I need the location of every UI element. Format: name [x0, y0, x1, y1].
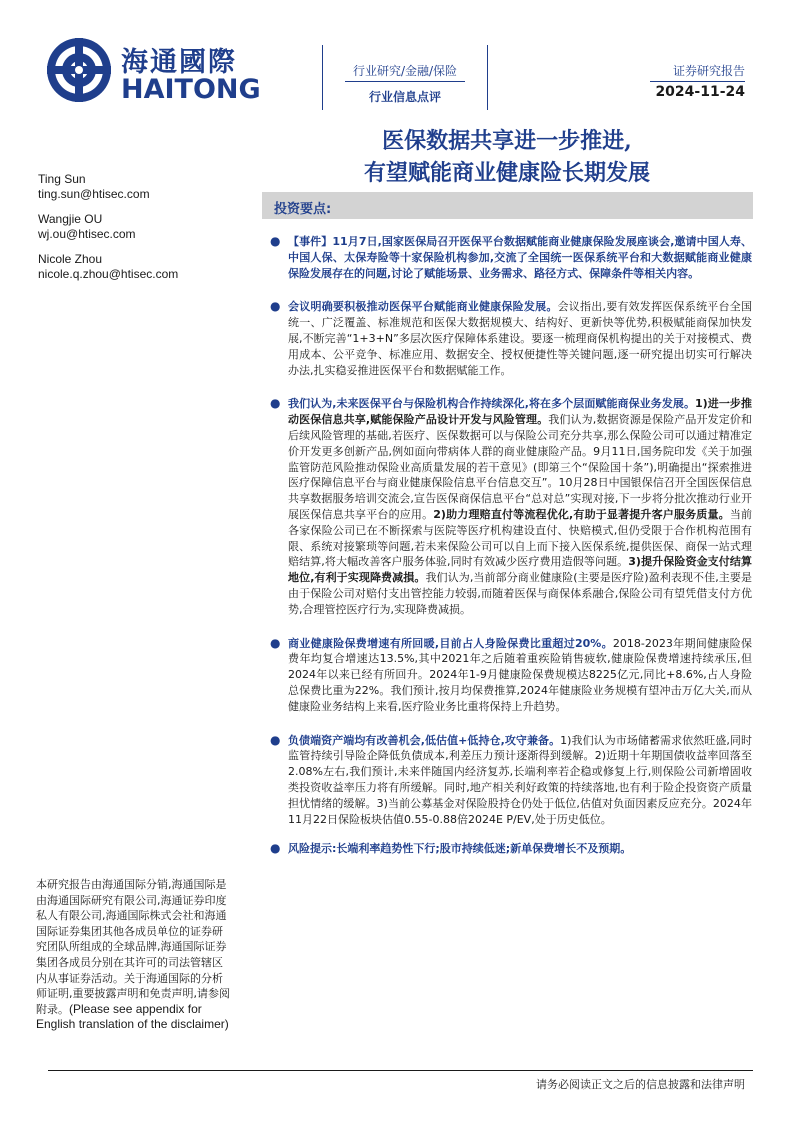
key-point-outlook — [270, 396, 752, 617]
author — [38, 172, 238, 202]
haitong-logo — [45, 36, 280, 106]
author-name: Wangjie OU — [38, 212, 103, 226]
footer-divider — [48, 1070, 753, 1071]
key-point-event — [270, 234, 752, 281]
report-type: 证券研究报告 — [672, 64, 745, 78]
author-email[interactable]: wj.ou@htisec.com — [38, 227, 136, 241]
report-date: 2024-11-24 — [655, 84, 745, 100]
event-text: 【事件】11月7日,国家医保局召开医保平台数据赋能商业健康保险发展座谈会,邀请中国人寿、中国人保、太保寿险等十家保险机构参加,交流了全国统一医保系统平台和大数据赋能商业健康保险发展存在的问题,讨论了赋能场景、业务需求、路径方式、保障条件等相关内容。 — [288, 235, 752, 280]
key-point-valuation — [270, 733, 752, 828]
outlook-point-3-title: 3)提升保险资金支付结算地位,有利于实现降费减損。 — [288, 555, 752, 585]
haitong-logo-icon — [45, 36, 113, 104]
author-name: Ting Sun — [38, 172, 86, 186]
category-underline — [345, 81, 465, 82]
key-points-list — [270, 234, 752, 857]
key-points-bar — [262, 192, 753, 219]
risk-warning: 风险提示:长端利率趋势性下行;股市持续低迷;新单保费增长不及预期。 — [288, 842, 632, 856]
meeting-text: 会议指出,要有效发挥医保系统平台全国统一、广泛覆盖、标准规范和医保大数据规模大、结构好、更新快等优势,积极赋能商保加快发展,不断完善“1+3+N”多层次医疗保障体系建设。要逐一梳理商保机构提出的关于对接模式、费用成本、公平竞争、标准应用、数据安全、授权便捷性等关键问题,逐一研究提出切实可行解决办法,扎实稳妥推进医保平台和数据赋能工作。 — [288, 300, 752, 377]
bullet-icon: ● — [270, 635, 281, 650]
logo-chinese-text: 海通國際 — [121, 47, 237, 78]
outlook-highlight: 我们认为,未来医保平台与保险机构合作持续深化,将在多个层面赋能商保业务发展。 — [288, 397, 696, 411]
disclaimer — [36, 877, 231, 1033]
report-title-line-1: 医保数据共享进一步推进, — [382, 128, 632, 154]
logo-english-text: HAITONG — [121, 74, 261, 105]
report-title-line-2: 有望赋能商业健康险长期发展 — [363, 160, 650, 186]
date-overline — [650, 81, 745, 82]
disclaimer-chinese: 本研究报告由海通国际分销,海通国际是由海通国际研究有限公司,海通证券印度私人有限公司,海通国际株式会社和海通国际证券集团其他各成员单位的证券研究团队所组成的全球品牌,海通国际证券集团各成员分别在其许可的司法管辖区内从事证券活动。关于海通国际的分析师证明,重要披露声明和免责声明,请参阅附录。 — [36, 878, 230, 1016]
key-point-meeting — [270, 299, 752, 378]
meeting-highlight: 会议明确要积极推动医保平台赋能商业健康保险发展。 — [288, 300, 558, 314]
report-subcategory: 行业信息点评 — [368, 90, 441, 104]
bullet-icon: ● — [270, 732, 281, 747]
author-list — [38, 172, 238, 292]
outlook-point-1-title: 1)进一步推动医保信息共享,赋能保险产品设计开发与风险管理。 — [288, 397, 752, 427]
outlook-point-1-text: 我们认为,数据资源是保险产品开发定价和后续风险管理的基础,若医疗、医保数据可以与保险公司充分共享,那么保险公司可以通过精准定价开发更多创新产品,例如面向带病体人群的商业健康险产品。9月11日,国务院印发《关于加强监管防范风险推动保险业高质量发展的若干意见》(即第三个“保险国十条”),明确提出“探索推进医疗保障信息平台与商业健康保险信息平台信息交互”。10月28日中国银保信召开全国医保信息共享数据服务培训交流会,宣告医保商保信息平台“总对总”实现对接,下一步将分批次推动行业开展医保信息共享平台的应用。 — [288, 413, 752, 521]
author-email[interactable]: nicole.q.zhou@htisec.com — [38, 267, 179, 281]
valuation-text: 1)我们认为市场储蓄需求依然旺盛,同时监管持续引导险企降低负债成本,利差压力预计逐渐得到缓解。2)近期十年期国债收益率回落至2.08%左右,我们预计,未来伴随国内经济复苏,长端利率若企稳或修复上行,则保险公司新增固收类投资收益率压力将有所缓解。同时,地产相关利好政策的持续落地,也有利于险企投资资产质量担忧情绪的缓解。3)当前公募基金对保险股持仓仍处于低位,估值对负面因素反应充分。2024年11月22日保险板块估值0.55-0.88倍2024E P/EV,处于历史低位。 — [288, 733, 752, 826]
outlook-point-3-text: 我们认为,当前部分商业健康险(主要是医疗险)盈利表现不佳,主要是由于保险公司对赔付支出管控能力较弱,而随着医保与商保体系融合,保险公司有望凭借支付方优势,合理管控医疗行为,实现降费减损。 — [288, 571, 752, 616]
premium-highlight: 商业健康险保费增速有所回暖,目前占人身险保费比重超过20%。 — [288, 636, 613, 650]
key-point-premium — [270, 636, 752, 715]
bullet-icon: ● — [270, 234, 281, 248]
header-divider-left — [322, 45, 323, 110]
author-email[interactable]: ting.sun@htisec.com — [38, 187, 150, 201]
premium-text: 2018-2023年期间健康险保费年均复合增速达13.5%,其中2021年之后随着重疾险销售疲软,健康险保费增速持续承压,但2024年以来已经有所回升。2024年1-9月健康险保费规模达8225亿元,同比+8.6%,占人身险总保费比重为22%。我们预计,按月均保费推算,2024年健康险业务规模有望冲击万亿大关,而从健康险业务结构上来看,医疗险业务比重将保持上升趋势。 — [288, 636, 752, 713]
outlook-point-2-text: 当前各家保险公司已在不断探索与医院等医疗机构建设直付、快赔模式,但仍受限于合作机构范围有限、系统对接繁琐等问题,若未来保险公司可以自上而下接入医保系统,提供医保、商保一站式理赔结算,将大幅改善客户服务体验,同时有效减少医疗费用造假等问题。 — [288, 507, 753, 569]
footer-notice: 请务必阅读正文之后的信息披露和法律声明 — [536, 1078, 745, 1091]
report-category: 行业研究/金融/保险 — [352, 64, 458, 78]
header-divider-right — [487, 45, 488, 110]
valuation-highlight: 负债端资产端均有改善机会,低估值+低持仓,攻守兼备。 — [288, 733, 561, 747]
outlook-point-2-title: 2)助力理赔直付等流程优化,有助于显著提升客户服务质量。 — [433, 507, 730, 521]
bullet-icon: ● — [270, 396, 281, 411]
bullet-icon: ● — [270, 841, 281, 856]
author — [38, 252, 238, 282]
key-point-risk — [270, 841, 752, 857]
bullet-icon: ● — [270, 299, 281, 314]
author-name: Nicole Zhou — [38, 252, 103, 266]
disclaimer-english: (Please see appendix for English translation of the disclaimer) — [36, 1001, 229, 1032]
author — [38, 212, 238, 242]
key-points-label: 投资要点: — [274, 202, 332, 217]
